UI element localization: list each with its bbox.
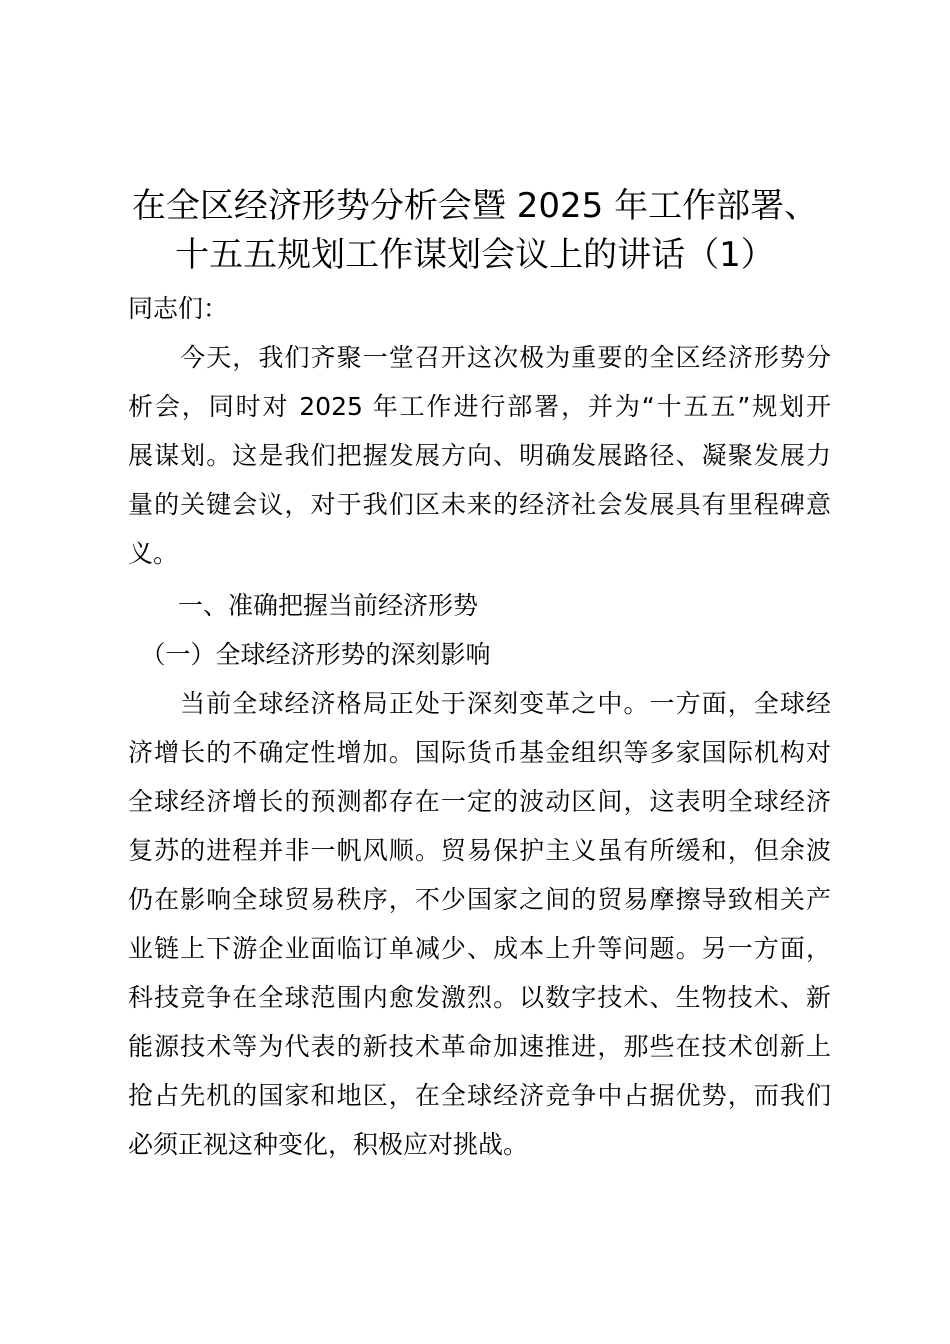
- intro-line: 展谋划。这是我们把握发展方向、明确发展路径、凝聚发展力: [128, 441, 831, 470]
- document-title-line-1: 在全区经济形势分析会暨 2025 年工作部署、: [131, 186, 819, 226]
- body-line: 全球经济增长的预测都存在一定的波动区间，这表明全球经济: [128, 787, 831, 816]
- body-line: 必须正视这种变化，积极应对挑战。: [128, 1130, 529, 1159]
- body-line: 业链上下游企业面临订单减少、成本上升等问题。另一方面，: [128, 934, 831, 963]
- intro-line: 今天，我们齐聚一堂召开这次极为重要的全区经济形势分: [128, 343, 831, 372]
- salutation: 同志们：: [128, 294, 229, 323]
- intro-line: 量的关键会议，对于我们区未来的经济社会发展具有里程碑意: [128, 490, 831, 519]
- body-line: 能源技术等为代表的新技术革命加速推进，那些在技术创新上: [128, 1032, 831, 1061]
- body-line: 济增长的不确定性增加。国际货币基金组织等多家国际机构对: [128, 738, 831, 767]
- document-title-line-2: 十五五规划工作谋划会议上的讲话（1）: [175, 235, 775, 275]
- section-heading-1: 一、准确把握当前经济形势: [128, 591, 479, 620]
- body-line: 科技竞争在全球范围内愈发激烈。以数字技术、生物技术、新: [128, 983, 831, 1012]
- body-line: 复苏的进程并非一帆风顺。贸易保护主义虽有所缓和，但余波: [128, 836, 831, 865]
- intro-line: 析会，同时对 2025 年工作进行部署，并为“十五五”规划开: [128, 392, 832, 421]
- body-line: 仍在影响全球贸易秩序，不少国家之间的贸易摩擦导致相关产: [128, 885, 831, 914]
- body-line: 抢占先机的国家和地区，在全球经济竞争中占据优势，而我们: [128, 1081, 831, 1110]
- subsection-heading-1: （一）全球经济形势的深刻影响: [128, 640, 491, 669]
- intro-line: 义。: [128, 539, 179, 568]
- body-line: 当前全球经济格局正处于深刻变革之中。一方面，全球经: [128, 689, 831, 718]
